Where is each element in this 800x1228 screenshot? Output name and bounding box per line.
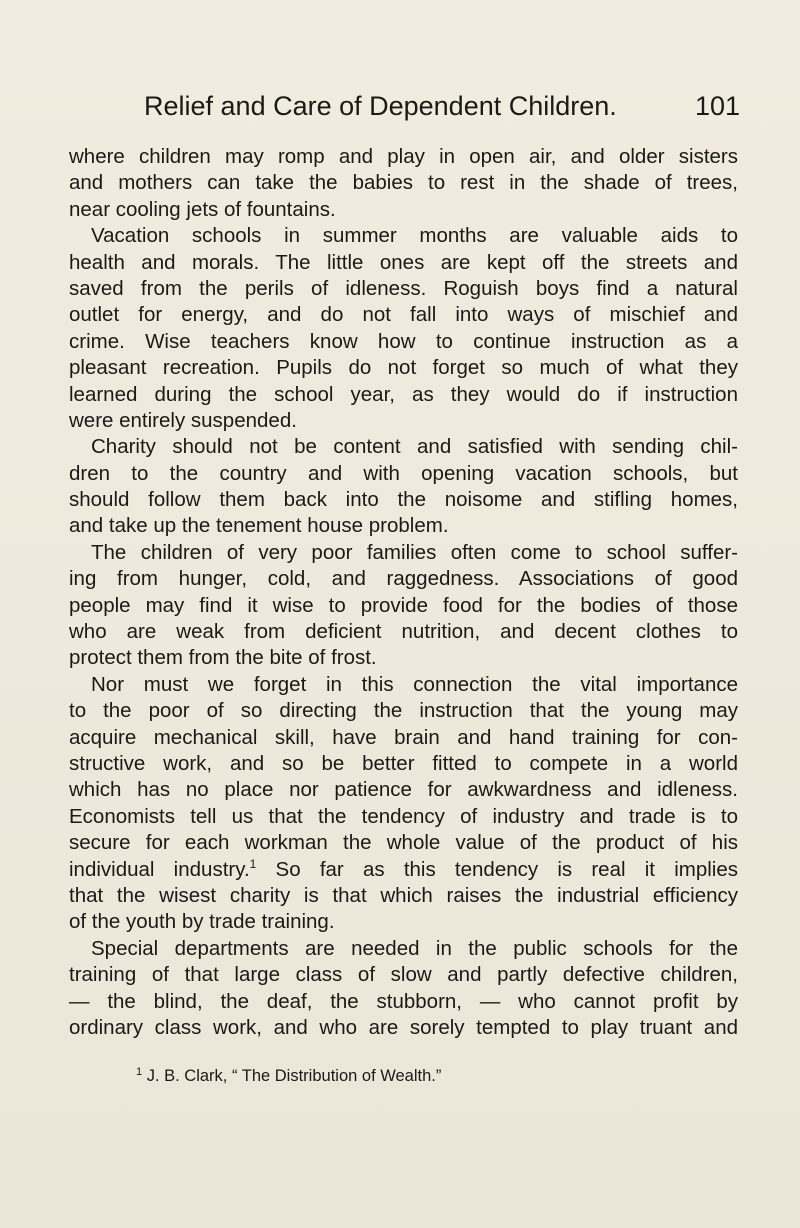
text-line: secure for each workman the whole value of the product of his — [69, 831, 738, 855]
text-line: ing from hunger, cold, and raggedness. Associations of good — [69, 567, 738, 591]
text-line: protect them from the bite of frost. — [69, 646, 377, 670]
text-line: structive work, and so be better fitted to compete in a world — [69, 751, 738, 775]
text-line: acquire mechanical skill, have brain and hand training for con- — [69, 725, 738, 749]
text-line: that the wisest charity is that which raises the industrial efficiency — [69, 883, 738, 907]
text-line: of the youth by trade training. — [69, 910, 335, 934]
text-line: pleasant recreation. Pupils do not forget so much of what they — [69, 356, 738, 380]
text-line: who are weak from deficient nutrition, and decent clothes to — [69, 620, 738, 644]
paragraph-start-line: Charity should not be content and satisfied with sending chil- — [91, 435, 738, 459]
text-line: dren to the country and with opening vacation schools, but — [69, 461, 738, 485]
text-line: outlet for energy, and do not fall into ways of mischief and — [69, 303, 738, 327]
page-number: 101 — [694, 91, 740, 121]
text-line: health and morals. The little ones are kept off the streets and — [69, 250, 738, 274]
running-head — [144, 86, 740, 126]
text-line: learned during the school year, as they would do if instruction — [69, 382, 738, 406]
footnote-marker: 1 — [136, 1066, 143, 1078]
footnote-reference[interactable]: 1 — [249, 856, 257, 871]
footnote — [136, 1064, 441, 1088]
text-line: should follow them back into the noisome and stifling homes, — [69, 488, 738, 512]
text-line: which has no place nor patience for awkwardness and idleness. — [69, 778, 738, 802]
body-text — [69, 144, 738, 1041]
text-line: and mothers can take the babies to rest in the shade of trees, — [69, 171, 738, 195]
running-title: Relief and Care of Dependent Children. — [144, 91, 617, 121]
text-line: ordinary class work, and who are sorely tempted to play truant and — [69, 1015, 738, 1039]
text-line: crime. Wise teachers know how to continue instruction as a — [69, 329, 738, 353]
text-line: near cooling jets of fountains. — [69, 197, 336, 221]
footnote-text: J. B. Clark, “ The Distribution of Wealth.” — [142, 1067, 442, 1085]
text-line: to the poor of so directing the instruction that the young may — [69, 699, 738, 723]
text-line: — the blind, the deaf, the stubborn, — who cannot profit by — [69, 989, 738, 1013]
text-line: were entirely suspended. — [69, 408, 297, 432]
text-line: saved from the perils of idleness. Roguish boys find a natural — [69, 276, 738, 300]
paragraph-start-line: The children of very poor families often come to school suffer- — [91, 540, 738, 564]
text-line: Economists tell us that the tendency of industry and trade is to — [69, 804, 738, 828]
text-segment: individual industry. — [69, 857, 250, 881]
paragraph-start-line: Vacation schools in summer months are valuable aids to — [91, 224, 738, 248]
text-line: and take up the tenement house problem. — [69, 514, 449, 538]
text-line: training of that large class of slow and partly defective children, — [69, 963, 738, 987]
text-segment: So far as this tendency is real it implies — [256, 857, 738, 881]
paragraph-start-line: Nor must we forget in this connection the vital importance — [91, 672, 738, 696]
text-line-with-footnote-ref — [69, 857, 738, 883]
paragraph-start-line: Special departments are needed in the public schools for the — [91, 936, 738, 960]
text-line: people may find it wise to provide food for the bodies of those — [69, 593, 738, 617]
text-line: where children may romp and play in open air, and older sisters — [69, 145, 738, 168]
